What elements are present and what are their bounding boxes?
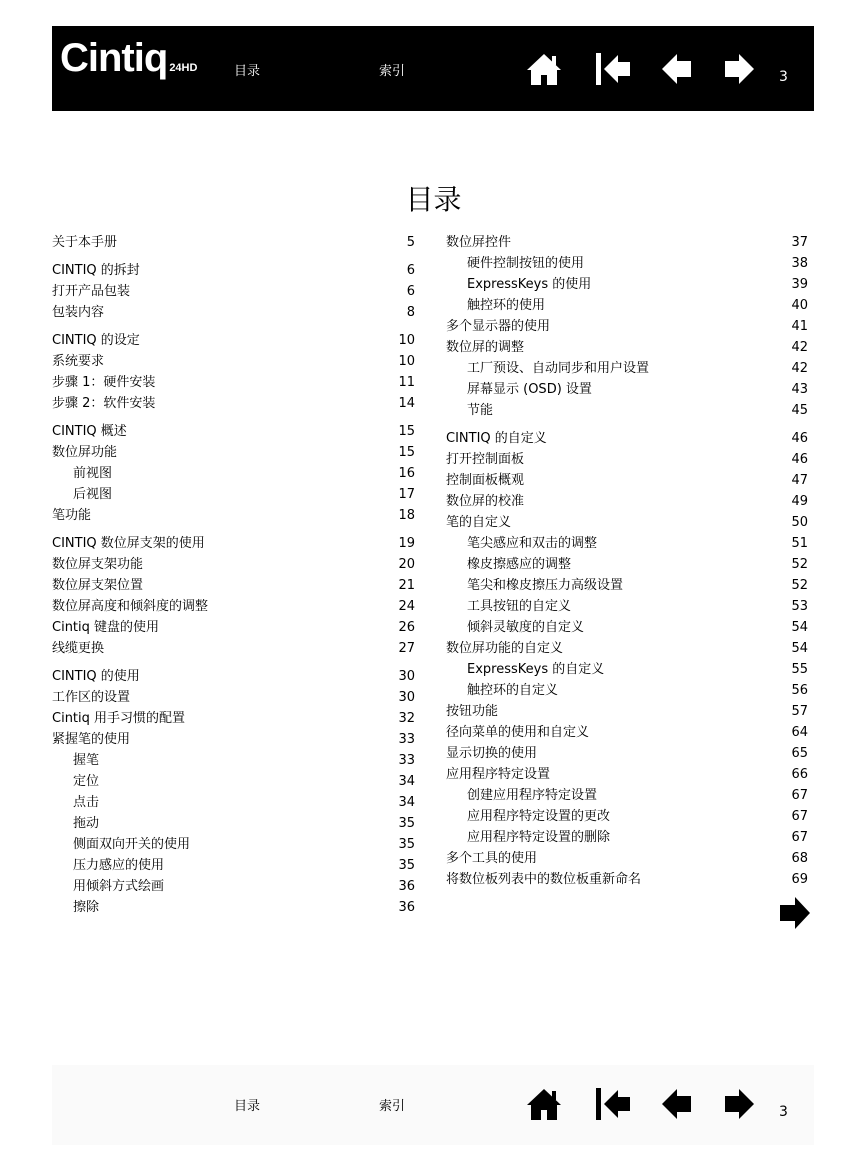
toc-entry[interactable]: 笔尖和橡皮擦压力高级设置 52	[467, 578, 808, 593]
toc-entry[interactable]: 触控环的自定义 56	[467, 683, 808, 698]
home-icon	[526, 1086, 562, 1122]
toc-entry[interactable]: 屏幕显示 (OSD) 设置 43	[467, 382, 808, 397]
footer-first-page-button[interactable]	[594, 1086, 632, 1122]
toc-entry[interactable]: Cintiq 键盘的使用 26	[52, 620, 415, 635]
toc-entry[interactable]: 笔功能 18	[52, 508, 415, 523]
header-bar	[52, 26, 814, 111]
toc-entry[interactable]: 打开控制面板 46	[446, 452, 808, 467]
cintiq-logo	[60, 36, 197, 81]
next-page-icon	[722, 51, 756, 87]
toc-entry[interactable]: ExpressKeys 的自定义 55	[467, 662, 808, 677]
next-page-button[interactable]	[722, 51, 756, 87]
toc-entry[interactable]: CINTIQ 数位屏支架的使用 19	[52, 536, 415, 551]
footer-bar	[52, 1065, 814, 1145]
footer-home-button[interactable]	[526, 1086, 562, 1122]
toc-entry[interactable]: 打开产品包装 6	[52, 284, 415, 299]
toc-entry[interactable]: 压力感应的使用 35	[73, 858, 415, 873]
toc-entry[interactable]: 握笔 33	[73, 753, 415, 768]
toc-entry[interactable]: 工厂预设、自动同步和用户设置 42	[467, 361, 808, 376]
continue-arrow-icon	[779, 895, 811, 931]
toc-entry[interactable]: CINTIQ 概述 15	[52, 424, 415, 439]
toc-entry[interactable]: 数位屏支架功能 20	[52, 557, 415, 572]
toc-entry[interactable]: 数位屏功能的自定义 54	[446, 641, 808, 656]
toc-entry[interactable]: 用倾斜方式绘画 36	[73, 879, 415, 894]
footer-next-page-button[interactable]	[722, 1086, 756, 1122]
toc-entry[interactable]: 定位 34	[73, 774, 415, 789]
previous-page-icon	[660, 51, 694, 87]
toc-entry[interactable]: 显示切换的使用 65	[446, 746, 808, 761]
toc-entry[interactable]: 创建应用程序特定设置 67	[467, 788, 808, 803]
footer-previous-page-button[interactable]	[660, 1086, 694, 1122]
toc-entry[interactable]: ExpressKeys 的使用 39	[467, 277, 808, 292]
page-number: 3	[779, 69, 788, 85]
toc-entry[interactable]: CINTIQ 的自定义 46	[446, 431, 808, 446]
toc-entry[interactable]: 工具按钮的自定义 53	[467, 599, 808, 614]
previous-page-button[interactable]	[660, 51, 694, 87]
toc-entry[interactable]: 多个工具的使用 68	[446, 851, 808, 866]
next-page-icon	[722, 1086, 756, 1122]
toc-entry[interactable]: 应用程序特定设置的更改 67	[467, 809, 808, 824]
first-page-icon	[594, 51, 632, 87]
toc-entry[interactable]: 侧面双向开关的使用 35	[73, 837, 415, 852]
footer-index-link[interactable]: 索引	[379, 1099, 406, 1114]
toc-entry[interactable]: 步骤 2：软件安装 14	[52, 396, 415, 411]
logo-model: 24HD	[169, 62, 198, 74]
toc-entry[interactable]: 拖动 35	[73, 816, 415, 831]
logo-wordmark: Cintiq	[60, 36, 168, 80]
toc-entry[interactable]: 步骤 1：硬件安装 11	[52, 375, 415, 390]
toc-entry[interactable]: 倾斜灵敏度的自定义 54	[467, 620, 808, 635]
index-link[interactable]: 索引	[379, 64, 406, 79]
first-page-icon	[594, 1086, 632, 1122]
toc-entry[interactable]: 多个显示器的使用 41	[446, 319, 808, 334]
continue-next-button[interactable]	[779, 895, 811, 935]
toc-entry[interactable]: 前视图 16	[73, 466, 415, 481]
toc-entry[interactable]: 数位屏控件 37	[446, 235, 808, 250]
toc-entry[interactable]: 线缆更换 27	[52, 641, 415, 656]
toc-entry[interactable]: 橡皮擦感应的调整 52	[467, 557, 808, 572]
toc-link[interactable]: 目录	[234, 64, 261, 79]
toc-entry[interactable]: 应用程序特定设置 66	[446, 767, 808, 782]
toc-entry[interactable]: 包装内容 8	[52, 305, 415, 320]
toc-entry[interactable]: 点击 34	[73, 795, 415, 810]
toc-entry[interactable]: CINTIQ 的设定 10	[52, 333, 415, 348]
toc-entry[interactable]: CINTIQ 的使用 30	[52, 669, 415, 684]
toc-entry[interactable]: 关于本手册 5	[52, 235, 415, 250]
toc-entry[interactable]: 数位屏功能 15	[52, 445, 415, 460]
footer-toc-link[interactable]: 目录	[234, 1099, 261, 1114]
toc-entry[interactable]: 硬件控制按钮的使用 38	[467, 256, 808, 271]
toc-entry[interactable]: 紧握笔的使用 33	[52, 732, 415, 747]
toc-entry[interactable]: 系统要求 10	[52, 354, 415, 369]
toc-entry[interactable]: 后视图 17	[73, 487, 415, 502]
toc-entry[interactable]: 控制面板概观 47	[446, 473, 808, 488]
toc-entry[interactable]: 按钮功能 57	[446, 704, 808, 719]
toc-entry[interactable]: CINTIQ 的拆封 6	[52, 263, 415, 278]
toc-entry[interactable]: 擦除 36	[73, 900, 415, 915]
home-icon	[526, 51, 562, 87]
toc-entry[interactable]: 数位屏高度和倾斜度的调整 24	[52, 599, 415, 614]
footer-page-number: 3	[779, 1104, 788, 1120]
toc-entry[interactable]: 数位屏的调整 42	[446, 340, 808, 355]
toc-entry[interactable]: 笔的自定义 50	[446, 515, 808, 530]
toc-entry[interactable]: 节能 45	[467, 403, 808, 418]
toc-entry[interactable]: 工作区的设置 30	[52, 690, 415, 705]
toc-entry[interactable]: 将数位板列表中的数位板重新命名 69	[446, 872, 808, 887]
toc-entry[interactable]: 数位屏的校准 49	[446, 494, 808, 509]
toc-right-column	[446, 232, 808, 890]
first-page-button[interactable]	[594, 51, 632, 87]
toc-entry[interactable]: 径向菜单的使用和自定义 64	[446, 725, 808, 740]
previous-page-icon	[660, 1086, 694, 1122]
toc-entry[interactable]: 触控环的使用 40	[467, 298, 808, 313]
toc-left-column	[52, 232, 415, 918]
home-button[interactable]	[526, 51, 562, 87]
toc-entry[interactable]: Cintiq 用手习惯的配置 32	[52, 711, 415, 726]
toc-entry[interactable]: 数位屏支架位置 21	[52, 578, 415, 593]
page-title: 目录	[405, 183, 462, 216]
toc-entry[interactable]: 笔尖感应和双击的调整 51	[467, 536, 808, 551]
toc-entry[interactable]: 应用程序特定设置的删除 67	[467, 830, 808, 845]
